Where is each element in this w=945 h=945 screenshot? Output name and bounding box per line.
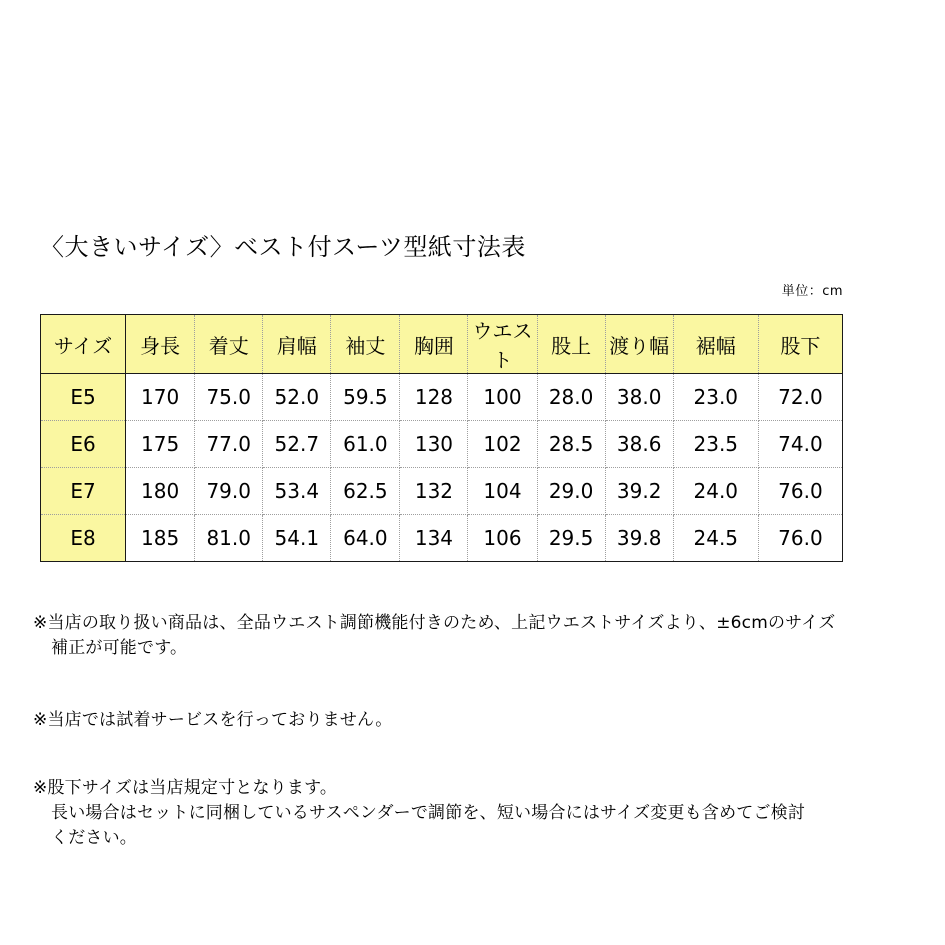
note	[33, 611, 835, 661]
column-header-7: 股上	[537, 315, 605, 374]
table-cell: 106	[468, 515, 537, 562]
table-cell: 128	[400, 374, 468, 421]
note-line: ※当店では試着サービスを行っておりません。	[33, 710, 393, 730]
column-header-10: 股下	[758, 315, 842, 374]
table-cell: 130	[400, 421, 468, 468]
table-cell: 72.0	[758, 374, 842, 421]
table-cell: 134	[400, 515, 468, 562]
note-line: 長い場合はセットに同梱しているサスペンダーで調節を、短い場合にはサイズ変更も含めてご検討	[51, 803, 806, 823]
table-cell: 62.5	[331, 468, 400, 515]
table-cell: 24.5	[673, 515, 758, 562]
table-cell: 76.0	[758, 468, 842, 515]
table-cell: 38.6	[605, 421, 673, 468]
row-size-label: E8	[41, 515, 126, 562]
table-cell: 38.0	[605, 374, 673, 421]
table-cell: 24.0	[673, 468, 758, 515]
column-header-5: 胸囲	[400, 315, 468, 374]
table-cell: 53.4	[263, 468, 331, 515]
table-cell: 52.0	[263, 374, 331, 421]
table-cell: 39.8	[605, 515, 673, 562]
table-cell: 102	[468, 421, 537, 468]
column-header-8: 渡り幅	[605, 315, 673, 374]
column-header-6: ウエスト	[468, 315, 537, 374]
column-header-0: サイズ	[41, 315, 126, 374]
table-body	[41, 374, 843, 562]
note	[33, 776, 805, 851]
table-cell: 79.0	[195, 468, 263, 515]
table-row	[41, 374, 843, 421]
table-cell: 132	[400, 468, 468, 515]
column-header-4: 袖丈	[331, 315, 400, 374]
table-cell: 180	[126, 468, 195, 515]
table-cell: 100	[468, 374, 537, 421]
note	[33, 708, 392, 733]
row-size-label: E6	[41, 421, 126, 468]
table-cell: 77.0	[195, 421, 263, 468]
table-cell: 64.0	[331, 515, 400, 562]
table-cell: 170	[126, 374, 195, 421]
table-cell: 29.5	[537, 515, 605, 562]
column-header-1: 身長	[126, 315, 195, 374]
table-cell: 54.1	[263, 515, 331, 562]
note-line: ※当店の取り扱い商品は、全品ウエスト調節機能付きのため、上記ウエストサイズより、±6cmのサイズ	[33, 613, 836, 633]
column-header-2: 着丈	[195, 315, 263, 374]
table-row	[41, 421, 843, 468]
table-cell: 74.0	[758, 421, 842, 468]
table-cell: 76.0	[758, 515, 842, 562]
table-cell: 61.0	[331, 421, 400, 468]
table-cell: 75.0	[195, 374, 263, 421]
table-cell: 185	[126, 515, 195, 562]
row-size-label: E5	[41, 374, 126, 421]
table-header-row	[41, 315, 843, 374]
table-cell: 28.5	[537, 421, 605, 468]
note-line: ください。	[51, 828, 137, 848]
table-cell: 81.0	[195, 515, 263, 562]
column-header-9: 裾幅	[673, 315, 758, 374]
table-cell: 59.5	[331, 374, 400, 421]
table-row	[41, 468, 843, 515]
table-cell: 23.5	[673, 421, 758, 468]
table-row	[41, 515, 843, 562]
note-line: 補正が可能です。	[51, 638, 188, 658]
table-cell: 52.7	[263, 421, 331, 468]
page-title: 〈大きいサイズ〉ベスト付スーツ型紙寸法表	[40, 233, 526, 261]
table-cell: 104	[468, 468, 537, 515]
size-chart-table	[40, 314, 843, 562]
column-header-3: 肩幅	[263, 315, 331, 374]
table-cell: 23.0	[673, 374, 758, 421]
table-cell: 28.0	[537, 374, 605, 421]
table-cell: 175	[126, 421, 195, 468]
row-size-label: E7	[41, 468, 126, 515]
unit-label: 単位：cm	[781, 284, 843, 299]
note-line: ※股下サイズは当店規定寸となります。	[33, 778, 338, 798]
table-cell: 29.0	[537, 468, 605, 515]
table-cell: 39.2	[605, 468, 673, 515]
